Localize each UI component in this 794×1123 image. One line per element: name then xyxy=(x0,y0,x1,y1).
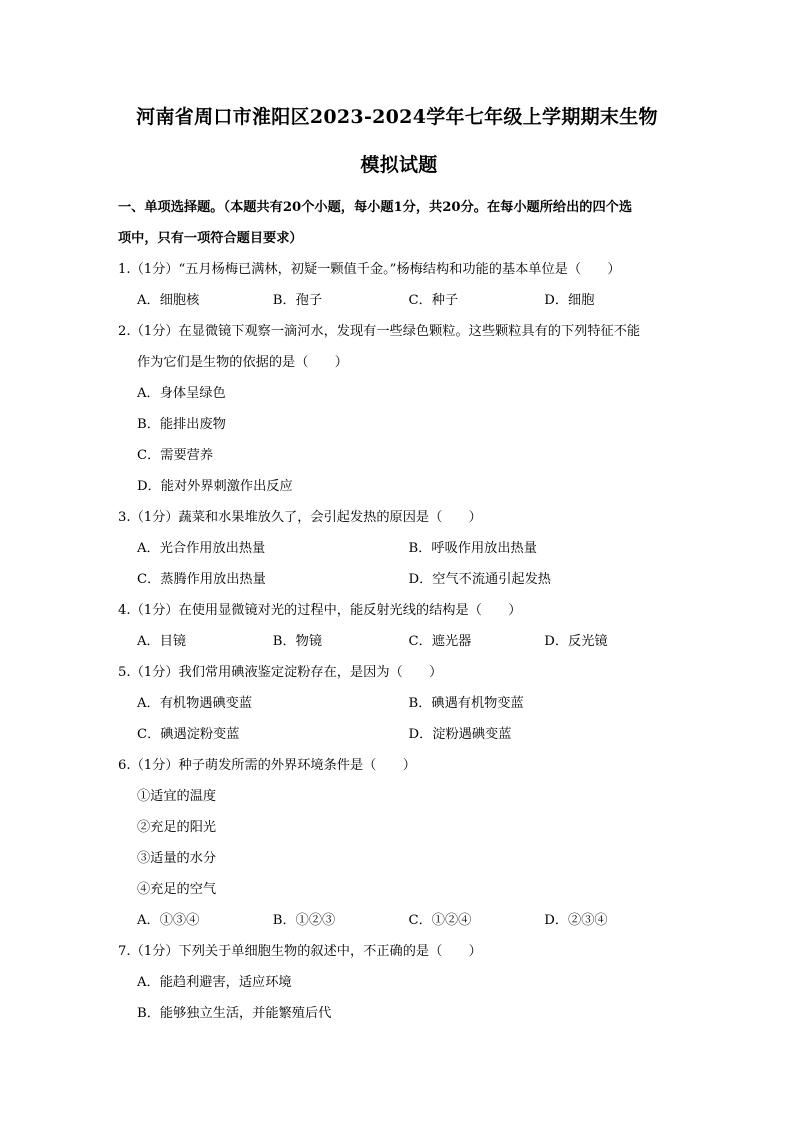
option-d: D．空气不流通引起发热 xyxy=(408,572,551,587)
question-2-stem-line2: 作为它们是生物的依据的是（ ） xyxy=(137,355,348,370)
question-5 xyxy=(118,657,680,750)
question-2-stem-line1: 2.（1分）在显微镜下观察一滴河水，发现有一些绿色颗粒。这些颗粒具有的下列特征不能 xyxy=(118,324,641,339)
question-7-stem: 7.（1分）下列关于单细胞生物的叙述中，不正确的是（ ） xyxy=(118,944,482,959)
option-c: C．碘遇淀粉变蓝 xyxy=(137,727,240,742)
option-a: A．①③④ xyxy=(137,913,200,928)
option-c: C．种子 xyxy=(408,293,459,308)
option-a: A．目镜 xyxy=(137,634,187,649)
option-d: D．能对外界刺激作出反应 xyxy=(137,479,293,494)
question-1 xyxy=(118,254,680,316)
question-1-stem: 1.（1分）“五月杨梅已满林，初疑一颗值千金。”杨梅结构和功能的基本单位是（ ） xyxy=(118,262,621,277)
option-d: D．反光镜 xyxy=(544,634,608,649)
question-4-stem: 4.（1分）在使用显微镜对光的过程中，能反射光线的结构是（ ） xyxy=(118,603,522,618)
question-3-options-row2 xyxy=(118,564,680,595)
statement-1: ①适宜的温度 xyxy=(137,789,217,804)
option-b: B．孢子 xyxy=(272,293,323,308)
question-5-stem: 5.（1分）我们常用碘液鉴定淀粉存在，是因为（ ） xyxy=(118,665,443,680)
option-b: B．能排出废物 xyxy=(137,417,226,432)
option-d: D．淀粉遇碘变蓝 xyxy=(408,727,512,742)
question-3 xyxy=(118,502,680,595)
option-c: C．①②④ xyxy=(408,913,472,928)
statement-4: ④充足的空气 xyxy=(137,882,217,897)
section-header xyxy=(118,192,680,254)
question-6 xyxy=(118,750,680,936)
question-4 xyxy=(118,595,680,657)
section-instructions-line2: 项中，只有一项符合题目要求） xyxy=(118,231,303,246)
option-b: B．能够独立生活，并能繁殖后代 xyxy=(137,1006,332,1021)
option-a: A．能趋利避害，适应环境 xyxy=(137,975,292,990)
option-d: D．②③④ xyxy=(544,913,608,928)
exam-title-line1: 河南省周口市淮阳区2023-2024学年七年级上学期期末生物 xyxy=(136,106,658,128)
exam-page xyxy=(118,98,680,1029)
option-c: C．遮光器 xyxy=(408,634,472,649)
question-4-options xyxy=(118,626,680,657)
option-b: B．碘遇有机物变蓝 xyxy=(408,696,524,711)
option-d: D．细胞 xyxy=(544,293,595,308)
question-6-stem: 6.（1分）种子萌发所需的外界环境条件是（ ） xyxy=(118,758,416,773)
option-b: B．①②③ xyxy=(272,913,336,928)
option-b: B．物镜 xyxy=(272,634,323,649)
question-5-options-row2 xyxy=(118,719,680,750)
question-3-stem: 3.（1分）蔬菜和水果堆放久了，会引起发热的原因是（ ） xyxy=(118,510,482,525)
question-2 xyxy=(118,316,680,502)
option-a: A．身体呈绿色 xyxy=(137,386,226,401)
statement-2: ②充足的阳光 xyxy=(137,820,217,835)
statement-3: ③适量的水分 xyxy=(137,851,217,866)
question-5-options-row1 xyxy=(118,688,680,719)
section-instructions-line1: 一、单项选择题。（本题共有20个小题，每小题1分，共20分。在每小题所给出的四个选 xyxy=(118,200,633,215)
question-6-options xyxy=(118,905,680,936)
option-a: A．细胞核 xyxy=(137,293,200,308)
question-3-options-row1 xyxy=(118,533,680,564)
question-1-options xyxy=(118,285,680,316)
question-7 xyxy=(118,936,680,1029)
option-a: A．光合作用放出热量 xyxy=(137,541,266,556)
exam-title-line2: 模拟试题 xyxy=(360,154,438,176)
option-b: B．呼吸作用放出热量 xyxy=(408,541,537,556)
option-a: A．有机物遇碘变蓝 xyxy=(137,696,253,711)
option-c: C．蒸腾作用放出热量 xyxy=(137,572,266,587)
option-c: C．需要营养 xyxy=(137,448,214,463)
